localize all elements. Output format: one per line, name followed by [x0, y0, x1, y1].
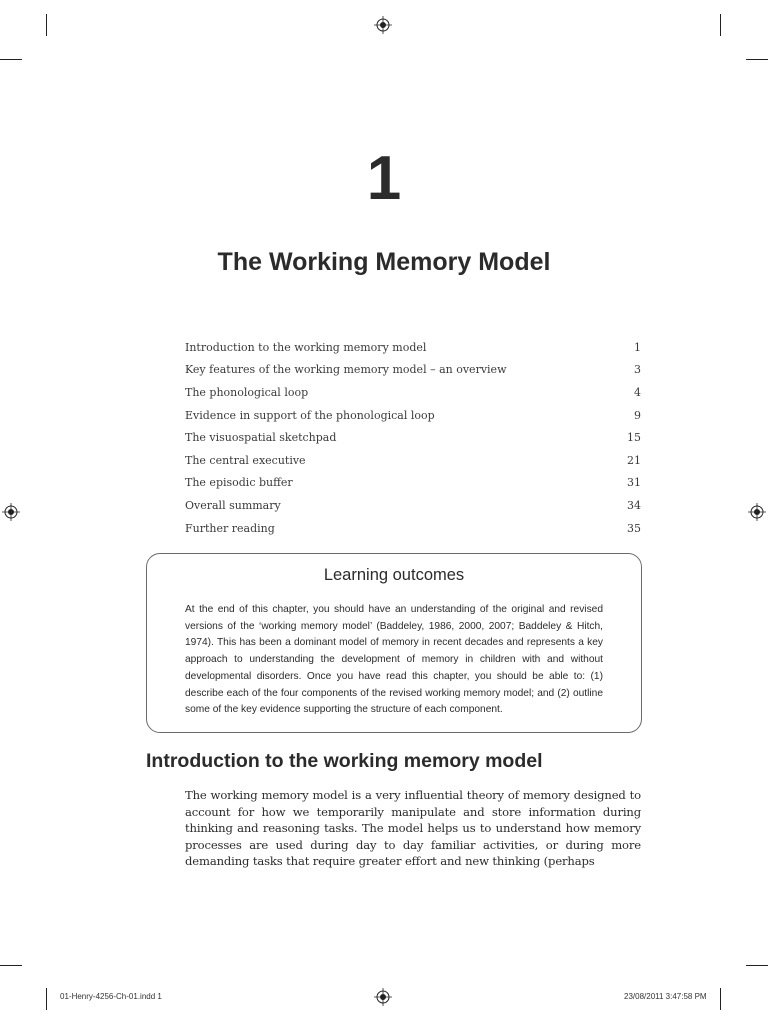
body-paragraph: The working memory model is a very influential theory of memory designed to account for how we temporarily manipulate and store information during thinking and reasoning tasks. The model helps us to understand how memory processes are used during day to day familiar activities, or during more demanding tasks that require greater effort and new thinking (perhaps: [185, 788, 641, 869]
toc-label: Introduction to the working memory model: [185, 340, 427, 354]
toc-page: 4: [634, 385, 641, 399]
toc-label: Overall summary: [185, 498, 281, 512]
crop-mark-bottom-left-h: [0, 965, 22, 966]
toc-page: 1: [634, 340, 641, 354]
toc-row[interactable]: [185, 449, 641, 472]
crop-mark-top-left: [46, 14, 47, 36]
toc-page: 35: [627, 521, 641, 535]
chapter-contents: [185, 336, 641, 539]
toc-page: 21: [627, 453, 641, 467]
chapter-title: The Working Memory Model: [217, 248, 551, 276]
crop-mark-bottom-left: [46, 988, 47, 1010]
chapter-number: 1: [366, 144, 402, 213]
crop-mark-top-right: [720, 14, 721, 36]
slug-timestamp: 23/08/2011 3:47:58 PM: [624, 992, 707, 1001]
toc-page: 34: [627, 498, 641, 512]
learning-outcomes-box: [146, 553, 642, 733]
registration-mark-bottom-icon: [374, 988, 392, 1006]
crop-mark-bottom-right: [720, 988, 721, 1010]
toc-label: The episodic buffer: [185, 476, 293, 490]
toc-label: Key features of the working memory model – an overview: [185, 363, 507, 377]
toc-row[interactable]: [185, 359, 641, 382]
toc-row[interactable]: [185, 381, 641, 404]
learning-outcomes-title: Learning outcomes: [323, 566, 465, 584]
toc-page: 15: [627, 431, 641, 445]
toc-page: 31: [627, 476, 641, 490]
registration-mark-top-icon: [374, 16, 392, 34]
crop-mark-top-left-h: [0, 59, 22, 60]
toc-label: The central executive: [185, 453, 306, 467]
toc-label: Evidence in support of the phonological loop: [185, 408, 435, 422]
toc-page: 3: [634, 363, 641, 377]
toc-row[interactable]: [185, 336, 641, 359]
crop-mark-bottom-right-h: [746, 965, 768, 966]
section-heading: Introduction to the working memory model: [146, 750, 543, 772]
toc-label: The phonological loop: [185, 385, 309, 399]
toc-row[interactable]: [185, 426, 641, 449]
registration-mark-left-icon: [2, 503, 20, 521]
learning-outcomes-text: At the end of this chapter, you should have an understanding of the original and revised versions of the ‘working memory model’ (Baddeley, 1986, 2000, 2007; Baddeley & Hitch, 1974). This has been a dominant model of memory in recent decades and represents a key approach to understanding the development of memory in children with and without developmental disorders. Once you have read this chapter, you should be able to: (1) describe each of the four components of the revised working memory model; and (2) outline some of the key evidence supporting the structure of each component.: [185, 604, 603, 716]
toc-row[interactable]: [185, 494, 641, 517]
toc-label: The visuospatial sketchpad: [185, 431, 337, 445]
toc-row[interactable]: [185, 472, 641, 495]
toc-page: 9: [634, 408, 641, 422]
registration-mark-right-icon: [748, 503, 766, 521]
slug-filename: 01-Henry-4256-Ch-01.indd 1: [60, 992, 162, 1001]
toc-label: Further reading: [185, 521, 275, 535]
toc-row[interactable]: [185, 517, 641, 540]
toc-row[interactable]: [185, 404, 641, 427]
crop-mark-top-right-h: [746, 59, 768, 60]
